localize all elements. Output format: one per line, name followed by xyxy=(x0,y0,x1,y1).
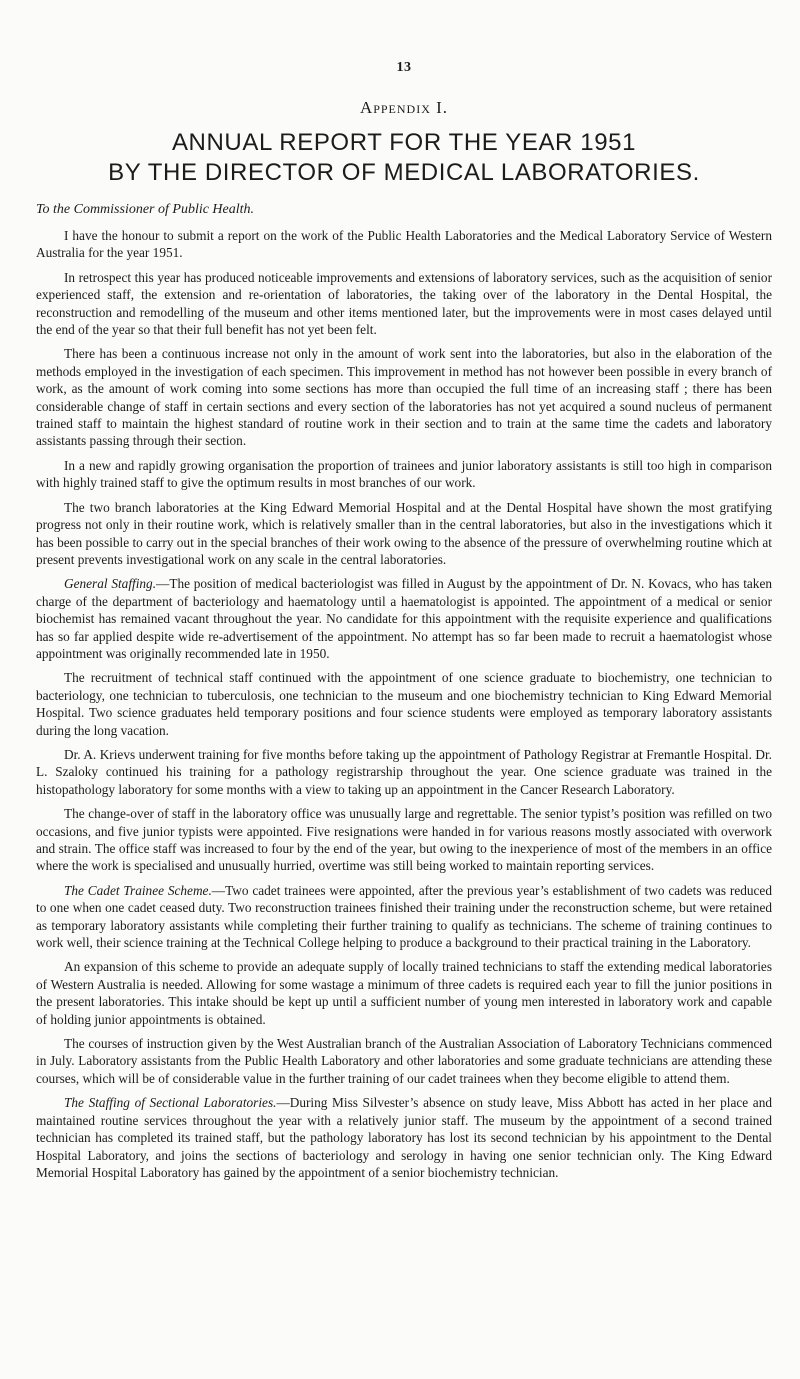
paragraph-heading: General Staffing. xyxy=(64,576,157,592)
paragraph-general-staffing xyxy=(36,575,772,662)
paragraph-text: —Two cadet trainees were appointed, after the previous year’s establishment of two cadets was reduced to one when one cadet ceased duty. Two reconstruction trainees finished their training under the reconstruction scheme, but were retained as temporary laboratory assistants while completing their further training to qualify as technicians. The scheme of training continues to work well, their science training at the Technical College helping to produce a background to their practical training in the Laboratory. xyxy=(36,882,772,951)
paragraph-text: —The position of medical bacteriologist was filled in August by the appointment of Dr. N. Kovacs, who has taken charge of the department of bacteriology and haematology until a haematologist is appointed. The appointment of a medical or senior biochemist has remained vacant throughout the year. No candidate for this appointment with the requisite experience and qualifications has so far applied despite wide re-advertisement of the appointment. No attempt has so far been made to recruit a haematologist whose appointment was originally recommended late in 1950. xyxy=(36,576,773,661)
paragraph xyxy=(36,958,772,1028)
paragraph-heading: The Staffing of Sectional Laboratories. xyxy=(64,1095,277,1111)
paragraph-text: I have the honour to submit a report on the work of the Public Health Laboratories and the Medical Laboratory Service of Western Australia for the year 1951. xyxy=(36,228,772,261)
paragraph xyxy=(36,499,772,569)
paragraph-text: —During Miss Silvester’s absence on study leave, Miss Abbott has acted in her place and maintained routine services throughout the year with a relatively junior staff. The museum by the appointment of a second trained technician has completed its trained staff, but the pathology laboratory has lost its second technician by his appointment to the Dental Hospital Laboratory, and joins the sections of bacteriology and serology in having one senior technician only. The King Edward Memorial Hospital Laboratory has gained by the appointment of a senior biochemistry technician. xyxy=(36,1095,772,1180)
report-title-line-1: ANNUAL REPORT FOR THE YEAR 1951 xyxy=(171,129,637,156)
paragraph xyxy=(36,269,772,339)
paragraph xyxy=(36,345,772,449)
paragraph-text: Dr. A. Krievs underwent training for five months before taking up the appointment of Pathology Registrar at Fremantle Hospital. Dr. L. Szaloky continued his training for a pathology registrarship throughout the year. One science graduate was trained in the histopathology laboratory for some months with a view to taking up an appointment in the Cancer Research Laboratory. xyxy=(36,746,772,797)
paragraph xyxy=(36,227,772,262)
paragraph-heading: The Cadet Trainee Scheme. xyxy=(64,882,212,898)
paragraph xyxy=(36,457,772,492)
paragraph-text: An expansion of this scheme to provide an adequate supply of locally trained technicians to staff the extending medical laboratories of Western Australia is needed. Allowing for some wastage a minimum of three cadets is required each year to fill the junior positions in the present laboratories. This intake should be kept up until a sufficient number of young men interested in laboratory work and capable of holding junior appointments is obtained. xyxy=(36,959,772,1027)
paragraph xyxy=(36,1035,772,1087)
paragraph-text: In retrospect this year has produced noticeable improvements and extensions of laboratory services, such as the acquisition of senior experienced staff, the extension and re-orientation of laboratories, the taking over of the laboratory in the Dental Hospital, the reconstruction and remodelling of the museum and other items mentioned later, but the improvements were in most cases delayed until the end of the year so that their full benefit has not yet been felt. xyxy=(36,269,772,338)
paragraph xyxy=(36,805,772,875)
page-number: 13 xyxy=(396,60,412,75)
paragraph-cadet-trainee-scheme xyxy=(36,882,772,952)
paragraph xyxy=(36,746,772,798)
paragraph-text: There has been a continuous increase not only in the amount of work sent into the laboratories, but also in the elaboration of the methods employed in the investigation of each specimen. This improvement in method has not however been possible in every branch of work, as the amount of work coming into some sections has more than occupied the full time of an increasing staff ; there has been considerable change of staff in certain sections and every section of the laboratories has not yet acquired a sound nucleus of permanent trained staff to maintain the highest standard of routine work in their section and to train at the same time the cadets and laboratory assistants passing through their section. xyxy=(36,346,772,449)
paragraph-text: The change-over of staff in the laboratory office was unusually large and regrettable. The senior typist’s position was refilled on two occasions, and five junior typists were appointed. Five resignations were handed in for various reasons mostly associated with overwork and strain. The office staff was increased to four by the end of the year, but owing to the inexperience of most of the members in an office where the work is specialised and unusually hurried, overtime was still being worked to maintain reporting services. xyxy=(36,806,772,874)
paragraph-text: The recruitment of technical staff continued with the appointment of one science graduate to biochemistry, one technician to bacteriology, one technician to tuberculosis, one technician to the museum and one biochemistry technician to King Edward Memorial Hospital. Two science graduates held temporary positions and four science students were employed as temporary laboratory assistants during the long vacation. xyxy=(36,670,772,738)
paragraph-text: The courses of instruction given by the West Australian branch of the Australian Association of Laboratory Technicians commenced in July. Laboratory assistants from the Public Health Laboratory and other laboratories and some graduate technicians are attending these courses, which will be of considerable value in the further training of our cadet trainees when they become eligible to attend them. xyxy=(36,1036,772,1086)
addressee: To the Commissioner of Public Health. xyxy=(36,202,255,217)
report-body xyxy=(36,227,772,1181)
report-title-line-2: BY THE DIRECTOR OF MEDICAL LABORATORIES. xyxy=(108,159,700,186)
paragraph-text: The two branch laboratories at the King Edward Memorial Hospital and at the Dental Hospital have shown the most gratifying progress not only in their routine work, which is relatively smaller than in the central laboratories, but also in the investigations which it has been possible to carry out in the special branches of their work owing to the absence of the pressure of overwhelming routine which at present prevents investigational work on any scale in the central laboratories. xyxy=(36,499,772,567)
paragraph-text: In a new and rapidly growing organisation the proportion of trainees and junior laboratory assistants is still too high in comparison with highly trained staff to give the optimum results in most branches of our work. xyxy=(36,457,772,491)
paragraph-staffing-sectional-laboratories xyxy=(36,1094,772,1181)
paragraph xyxy=(36,669,772,739)
appendix-label: Appendix I. xyxy=(359,98,449,117)
